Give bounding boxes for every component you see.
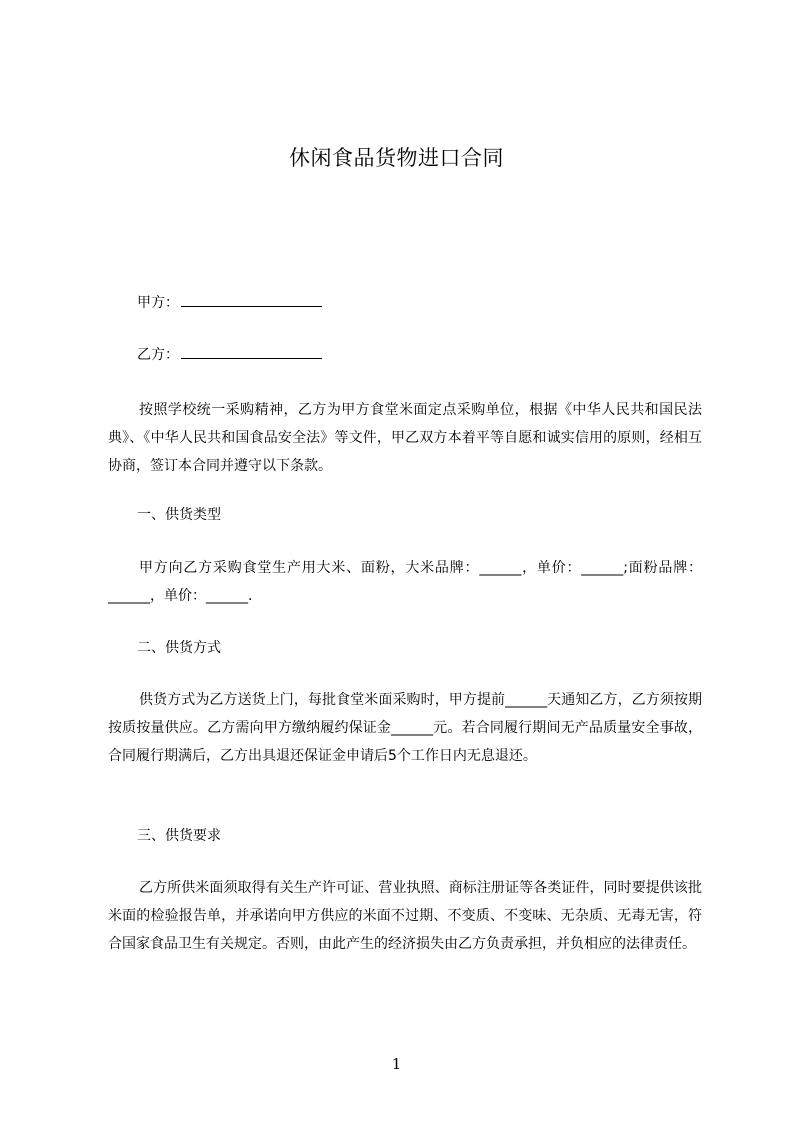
section-3-body: 乙方所供米面须取得有关生产许可证、营业执照、商标注册证等各类证件，同时要提供该批米面的检验报告单，并承诺向甲方供应的米面不过期、不变质、不变味、无杂质、无毒无害，符合国家食品卫生有关规定。否则，由此产生的经济损失由乙方负责承担，并负相应的法律责任。: [108, 880, 702, 952]
section-3-heading: 三、供货要求: [137, 828, 221, 844]
party-a-line: [137, 292, 322, 313]
party-a-blank: [181, 292, 322, 307]
document-title: 休闲食品货物进口合同: [289, 146, 504, 170]
party-b-label: 乙方：: [137, 347, 179, 363]
party-b-line: [137, 344, 322, 365]
page-number: 1: [391, 1055, 402, 1073]
intro-paragraph: 按照学校统一采购精神，乙方为甲方食堂米面定点采购单位，根据《中华人民共和国民法典》、《中华人民共和国食品安全法》等文件，甲乙双方本着平等自愿和诚实信用的原则，经相互协商，签订本合同并遵守以下条款。: [108, 402, 702, 474]
party-b-blank: [181, 344, 322, 359]
section-2-heading: 二、供货方式: [137, 640, 221, 656]
party-a-label: 甲方：: [137, 295, 179, 311]
section-2-body: 供货方式为乙方送货上门，每批食堂米面采购时，甲方提前______天通知乙方，乙方须按期按质按量供应。乙方需向甲方缴纳履约保证金______元。若合同履行期间无产品质量安全事故，合同履行期满后，乙方出具退还保证金申请后5个工作日内无息退还。: [108, 692, 702, 764]
section-1-body: 甲方向乙方采购食堂生产用大米、面粉，大米品牌：______，单价：______;面粉品牌：______，单价：______.: [108, 560, 702, 604]
section-1-heading: 一、供货类型: [137, 507, 221, 523]
